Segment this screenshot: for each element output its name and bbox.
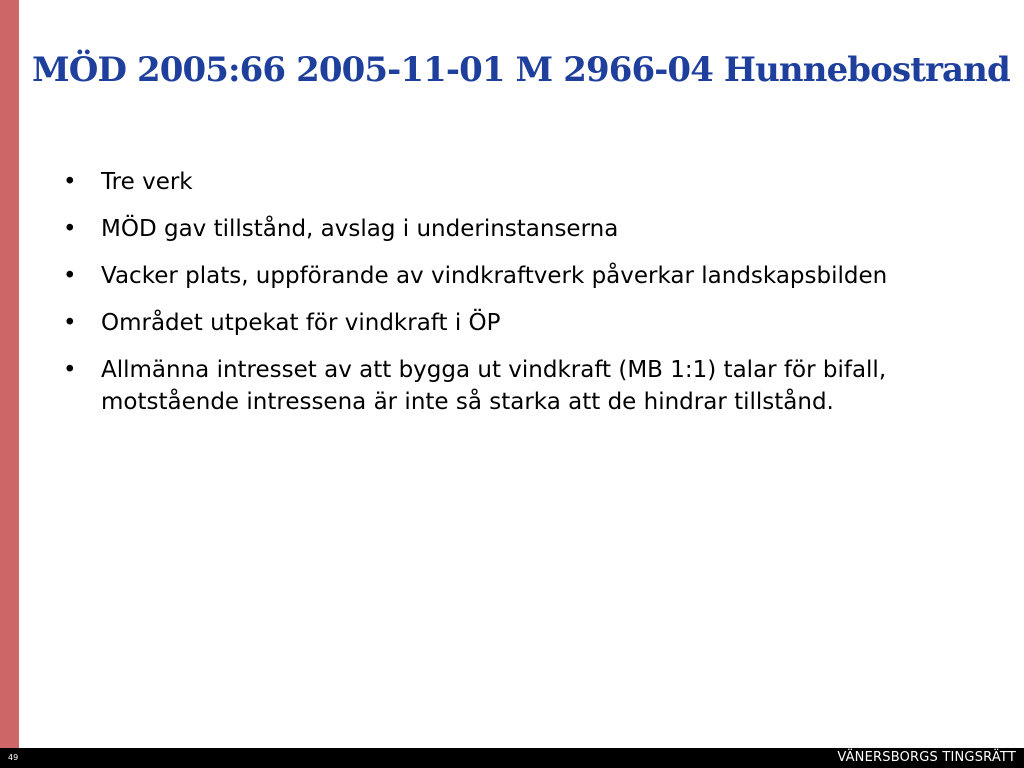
footer-brand: VÄNERSBORGS TINGSRÄTT: [837, 750, 1016, 765]
bullet-item: [62, 307, 912, 339]
page-number: 49: [8, 753, 19, 762]
bullet-text: Vacker plats, uppförande av vindkraftverk påverkar landskapsbilden: [101, 263, 888, 289]
slide-title: MÖD 2005:66 2005-11-01 M 2966-04 Hunnebostrand: [32, 50, 1010, 90]
bullet-text: Allmänna intresset av att bygga ut vindkraft (MB 1:1) talar för bifall, motstående intressena är inte så starka att de hindrar tillstånd.: [101, 357, 887, 415]
bullet-icon: •: [63, 357, 77, 383]
bullet-icon: •: [63, 216, 77, 242]
bullet-text: Området utpekat för vindkraft i ÖP: [101, 310, 501, 336]
bullet-item: [62, 354, 912, 418]
bullet-icon: •: [63, 263, 77, 289]
bullet-icon: •: [63, 169, 77, 195]
left-accent-stripe: [0, 0, 19, 748]
bullet-item: [62, 213, 912, 245]
footer-bar: [0, 748, 1024, 768]
bullet-icon: •: [63, 310, 77, 336]
bullet-item: [62, 166, 912, 198]
bullet-text: Tre verk: [101, 169, 193, 195]
bullet-text: MÖD gav tillstånd, avslag i underinstanserna: [101, 216, 619, 242]
bullet-list: [62, 166, 912, 433]
bullet-item: [62, 260, 912, 292]
